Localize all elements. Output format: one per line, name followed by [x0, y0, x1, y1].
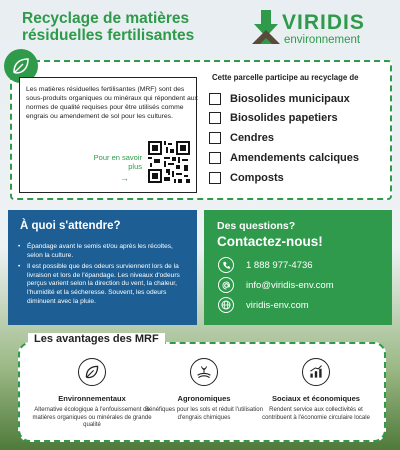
checklist-item[interactable]: [209, 150, 359, 166]
checklist-label: Amendements calciques: [230, 152, 359, 164]
title-line-1: Recyclage de matières: [22, 10, 190, 27]
checkbox[interactable]: [209, 112, 221, 124]
contact-question: Des questions?: [217, 220, 296, 232]
mrf-description: Les matières résiduelles fertilisantes (MRF) sont des sous-produits organiques ou minéraux qui répondent aux normes de qualité requises pour être utilisés comme engrais ou amendement de sol pour les cultures.: [26, 86, 198, 120]
leaf-icon: [78, 358, 106, 386]
benefit-title: Sociaux et économiques: [272, 394, 360, 403]
contact-phone-row[interactable]: [218, 256, 313, 274]
benefit-description: Rendent service aux collectivités et contribuent à l'économie circulaire locale: [262, 407, 370, 421]
checkbox[interactable]: [209, 93, 221, 105]
contact-email-row[interactable]: [218, 276, 334, 294]
expectations-title: À quoi s'attendre?: [20, 220, 121, 232]
contact-website-row[interactable]: [218, 296, 309, 314]
benefit-title: Environnementaux: [58, 394, 126, 403]
benefits-title: Les avantages des MRF: [28, 333, 165, 345]
contact-website[interactable]: viridis-env.com: [246, 299, 309, 311]
expectations-list: [18, 243, 190, 309]
page-title: [22, 10, 232, 44]
qr-code-icon[interactable]: [148, 141, 190, 183]
checkbox[interactable]: [209, 152, 221, 164]
benefit-title: Agronomiques: [177, 394, 231, 403]
checkbox[interactable]: [209, 132, 221, 144]
benefit-card: [254, 358, 378, 422]
expectation-item: • Il est possible que des odeurs surviennent lors de la livraison et lors de l'épandage. Les niveaux d'odeurs perçus varient selon la direction du vent, la chaleur, l'humidité et la sécheresse. Souvent, les odeurs diminuent avec la pluie.: [18, 263, 190, 306]
learn-more-text: Pour en savoir plus: [93, 153, 142, 171]
checkbox[interactable]: [209, 172, 221, 184]
logo-subtitle: environnement: [284, 34, 361, 46]
parcel-title: Cette parcelle participe au recyclage de: [212, 73, 359, 82]
title-line-2: résiduelles fertilisantes: [22, 27, 195, 44]
viridis-logo: [252, 8, 392, 48]
leaf-icon: [11, 56, 31, 76]
checklist-label: Cendres: [230, 132, 275, 144]
contact-email[interactable]: info@viridis-env.com: [246, 279, 334, 291]
benefit-card: [142, 358, 266, 422]
arrow-right-icon: →: [120, 173, 129, 183]
benefit-description: Alternative écologique à l'enfouissement de matières organiques ou minérales de grande qualité: [32, 407, 152, 429]
contact-cta: Contactez-nous!: [217, 234, 323, 249]
contact-panel: [204, 210, 392, 325]
expectation-item: • Épandage avant le semis et/ou après les récoltes, selon la culture.: [18, 243, 190, 260]
field-icon: [190, 358, 218, 386]
checklist-label: Biosolides papetiers: [230, 112, 338, 124]
logo-name: VIRIDIS: [282, 11, 365, 34]
benefit-card: [30, 358, 154, 430]
phone-icon: [218, 257, 234, 273]
checklist-item[interactable]: [209, 110, 338, 126]
globe-icon: [218, 297, 234, 313]
contact-phone[interactable]: 1 888 977-4736: [246, 259, 313, 271]
growth-chart-icon: [302, 358, 330, 386]
viridis-logo-arrow-icon: [252, 10, 280, 46]
checklist-item[interactable]: [209, 91, 350, 107]
benefit-description: Bénéfiques pour les sols et réduit l'utilisation d'engrais chimiques: [145, 407, 263, 421]
checklist-item[interactable]: [209, 170, 284, 186]
checklist-item[interactable]: [209, 130, 274, 146]
email-icon: [218, 277, 234, 293]
expectations-panel: [8, 210, 197, 325]
checklist-label: Biosolides municipaux: [230, 93, 350, 105]
checklist-label: Composts: [230, 172, 284, 184]
